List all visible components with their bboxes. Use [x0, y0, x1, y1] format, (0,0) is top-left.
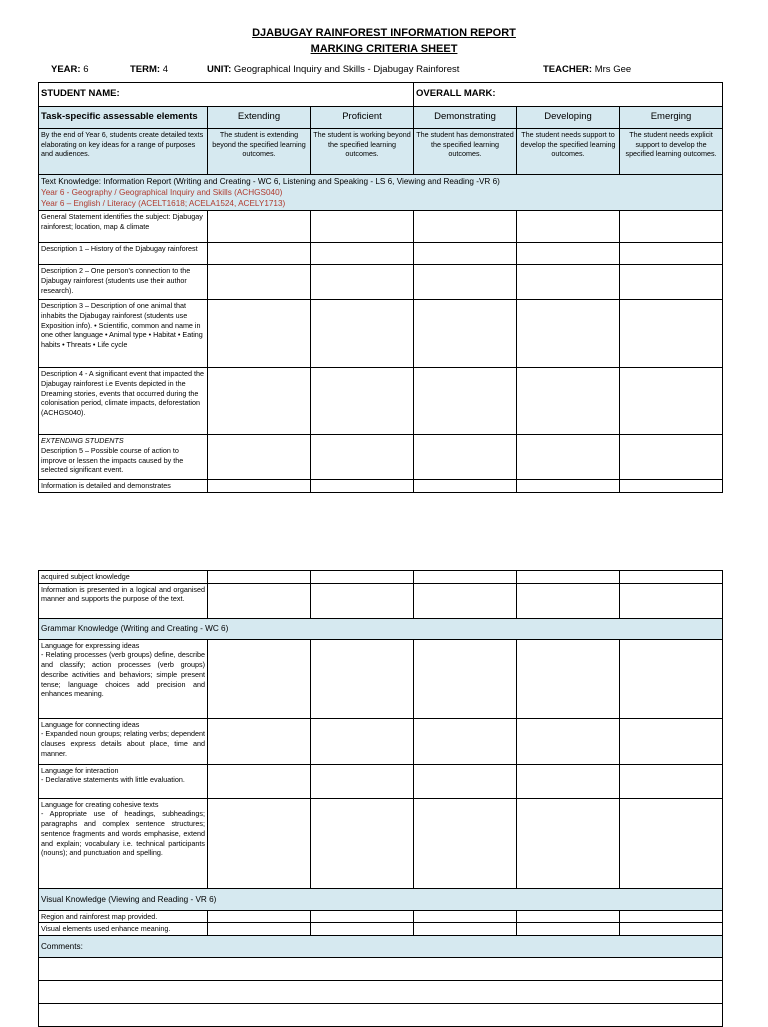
emerging-descriptor: The student needs explicit support to develop the specified learning outcomes. — [620, 129, 723, 175]
mark-cell[interactable] — [620, 798, 723, 888]
mark-cell[interactable] — [517, 435, 620, 480]
grammar-knowledge-heading: Grammar Knowledge (Writing and Creating - WC 6) — [39, 618, 723, 639]
mark-cell[interactable] — [620, 300, 723, 368]
mark-cell[interactable] — [311, 718, 414, 764]
criteria-cohesive-texts: Language for creating cohesive texts - Appropriate use of headings, subheadings; paragraphs and complex sentence structures; sentence fragments and words emphasise, extend and explain; vocabulary i.e. technical participants (nouns); and punctuation and spelling. — [39, 798, 208, 888]
mark-cell[interactable] — [620, 639, 723, 718]
criteria-description-2: Description 2 – One person's connection to the Djabugay rainforest (students use their author research). — [39, 265, 208, 300]
developing-column-header: Developing — [517, 107, 620, 129]
mark-cell[interactable] — [620, 923, 723, 936]
criteria-region-map: Region and rainforest map provided. — [39, 910, 208, 923]
mark-cell[interactable] — [414, 718, 517, 764]
mark-cell[interactable] — [208, 265, 311, 300]
mark-cell[interactable] — [311, 435, 414, 480]
mark-cell[interactable] — [311, 211, 414, 243]
criteria-general-statement: General Statement identifies the subject: Djabugay rainforest; location, map & climate — [39, 211, 208, 243]
mark-cell[interactable] — [414, 265, 517, 300]
criteria-interaction: Language for interaction - Declarative statements with little evaluation. — [39, 764, 208, 798]
mark-cell[interactable] — [620, 243, 723, 265]
mark-cell[interactable] — [620, 435, 723, 480]
mark-cell[interactable] — [311, 265, 414, 300]
mark-cell[interactable] — [517, 480, 620, 493]
mark-cell[interactable] — [414, 910, 517, 923]
mark-cell[interactable] — [208, 571, 311, 584]
mark-cell[interactable] — [311, 300, 414, 368]
mark-cell[interactable] — [414, 923, 517, 936]
text-knowledge-heading: Text Knowledge: Information Report (Writing and Creating - WC 6, Listening and Speaking - LS 6, Viewing and Reading -VR 6) — [41, 177, 500, 186]
mark-cell[interactable] — [208, 368, 311, 435]
geography-curriculum-code: Year 6 - Geography / Geographical Inquiry and Skills (ACHGS040) — [41, 188, 283, 198]
report-title: DJABUGAY RAINFOREST INFORMATION REPORT — [252, 27, 516, 39]
term-field: TERM: 4 — [130, 64, 169, 75]
mark-cell[interactable] — [311, 571, 414, 584]
criteria-description-5 — [39, 435, 208, 480]
mark-cell[interactable] — [208, 910, 311, 923]
demonstrating-column-header: Demonstrating — [414, 107, 517, 129]
mark-cell[interactable] — [311, 639, 414, 718]
criteria-information-detailed: Information is detailed and demonstrates — [39, 480, 208, 493]
mark-cell[interactable] — [517, 368, 620, 435]
mark-cell[interactable] — [620, 265, 723, 300]
developing-descriptor: The student needs support to develop the specified learning outcomes. — [517, 129, 620, 175]
mark-cell[interactable] — [620, 764, 723, 798]
criteria-description-1: Description 1 – History of the Djabugay rainforest — [39, 243, 208, 265]
mark-cell[interactable] — [517, 265, 620, 300]
overall-mark-label: OVERALL MARK: — [414, 83, 723, 107]
mark-cell[interactable] — [620, 910, 723, 923]
mark-cell[interactable] — [620, 211, 723, 243]
mark-cell[interactable] — [208, 435, 311, 480]
criteria-visual-elements: Visual elements used enhance meaning. — [39, 923, 208, 936]
mark-cell[interactable] — [517, 910, 620, 923]
mark-cell[interactable] — [517, 571, 620, 584]
mark-cell[interactable] — [517, 300, 620, 368]
mark-cell[interactable] — [311, 368, 414, 435]
mark-cell[interactable] — [208, 923, 311, 936]
mark-cell[interactable] — [414, 300, 517, 368]
mark-cell[interactable] — [414, 764, 517, 798]
mark-cell[interactable] — [208, 639, 311, 718]
emerging-column-header: Emerging — [620, 107, 723, 129]
mark-cell[interactable] — [208, 583, 311, 618]
mark-cell[interactable] — [208, 718, 311, 764]
mark-cell[interactable] — [208, 764, 311, 798]
visual-knowledge-heading: Visual Knowledge (Viewing and Reading - VR 6) — [39, 888, 723, 910]
mark-cell[interactable] — [311, 243, 414, 265]
mark-cell[interactable] — [208, 480, 311, 493]
mark-cell[interactable] — [620, 571, 723, 584]
mark-cell[interactable] — [620, 583, 723, 618]
extending-column-header: Extending — [208, 107, 311, 129]
mark-cell[interactable] — [208, 300, 311, 368]
unit-field: UNIT: Geographical Inquiry and Skills - Djabugay Rainforest — [207, 64, 460, 75]
mark-cell[interactable] — [414, 639, 517, 718]
sheet-subtitle: MARKING CRITERIA SHEET — [310, 43, 458, 55]
demonstrating-descriptor: The student has demonstrated the specified learning outcomes. — [414, 129, 517, 175]
mark-cell[interactable] — [311, 764, 414, 798]
english-curriculum-code: Year 6 – English / Literacy (ACELT1618; ACELA1524, ACELY1713) — [41, 199, 286, 209]
criteria-description-3: Description 3 – Description of one animal that inhabits the Djabugay rainforest (students use Exposition info). • Scientific, common and name in one other language • Animal type • Habitat • Eating habits • Threats • Life cycle — [39, 300, 208, 368]
criteria-expressing-ideas: Language for expressing ideas - Relating processes (verb groups) define, describe and classify; action processes (verb groups) describe activities and behaviors; simple present tense; language choices add precision and enhances meaning. — [39, 639, 208, 718]
mark-cell[interactable] — [311, 923, 414, 936]
text-knowledge-section — [39, 175, 723, 211]
mark-cell[interactable] — [208, 211, 311, 243]
mark-cell[interactable] — [208, 798, 311, 888]
mark-cell[interactable] — [311, 480, 414, 493]
mark-cell[interactable] — [414, 480, 517, 493]
comment-line[interactable] — [39, 1004, 723, 1027]
mark-cell[interactable] — [208, 243, 311, 265]
mark-cell[interactable] — [414, 571, 517, 584]
mark-cell[interactable] — [414, 211, 517, 243]
mark-cell[interactable] — [517, 718, 620, 764]
criteria-table-page2 — [38, 570, 723, 1027]
mark-cell[interactable] — [311, 910, 414, 923]
criteria-table-page1 — [38, 82, 723, 493]
task-column-header: Task-specific assessable elements — [39, 107, 208, 129]
mark-cell[interactable] — [517, 764, 620, 798]
mark-cell[interactable] — [517, 243, 620, 265]
mark-cell[interactable] — [414, 368, 517, 435]
mark-cell[interactable] — [414, 435, 517, 480]
criteria-subject-knowledge: acquired subject knowledge — [39, 571, 208, 584]
mark-cell[interactable] — [517, 798, 620, 888]
teacher-field: TEACHER: Mrs Gee — [543, 64, 632, 75]
proficient-descriptor: The student is working beyond the specified learning outcomes. — [311, 129, 414, 175]
mark-cell[interactable] — [620, 368, 723, 435]
mark-cell[interactable] — [620, 480, 723, 493]
mark-cell[interactable] — [620, 718, 723, 764]
criteria-description-4: Description 4 - A significant event that impacted the Djabugay rainforest i.e Events depicted in the Dreaming stories, events that occurred during the colonisation period, climate impacts, deforestation (ACHGS040). — [39, 368, 208, 435]
mark-cell[interactable] — [414, 583, 517, 618]
comments-label: Comments: — [39, 936, 723, 958]
year-field: YEAR: 6 — [51, 64, 89, 75]
mark-cell[interactable] — [311, 798, 414, 888]
criteria-connecting-ideas: Language for connecting ideas - Expanded noun groups; relating verbs; dependent clauses express details about place, time and manner. — [39, 718, 208, 764]
mark-cell[interactable] — [517, 639, 620, 718]
comment-line[interactable] — [39, 981, 723, 1004]
criteria-logical-organisation: Information is presented in a logical and organised manner and supports the purpose of the text. — [39, 583, 208, 618]
mark-cell[interactable] — [517, 211, 620, 243]
mark-cell[interactable] — [517, 583, 620, 618]
mark-cell[interactable] — [517, 923, 620, 936]
proficient-column-header: Proficient — [311, 107, 414, 129]
extending-descriptor: The student is extending beyond the specified learning outcomes. — [208, 129, 311, 175]
description-5-text: Description 5 – Possible course of action to improve or lessen the impacts caused by the selected significant event. — [41, 445, 184, 475]
task-descriptor: By the end of Year 6, students create detailed texts elaborating on key ideas for a range of purposes and audiences. — [39, 129, 208, 175]
mark-cell[interactable] — [414, 243, 517, 265]
student-name-label: STUDENT NAME: — [39, 83, 414, 107]
comment-line[interactable] — [39, 958, 723, 981]
extending-students-label: EXTENDING STUDENTS — [41, 436, 124, 446]
mark-cell[interactable] — [311, 583, 414, 618]
mark-cell[interactable] — [414, 798, 517, 888]
